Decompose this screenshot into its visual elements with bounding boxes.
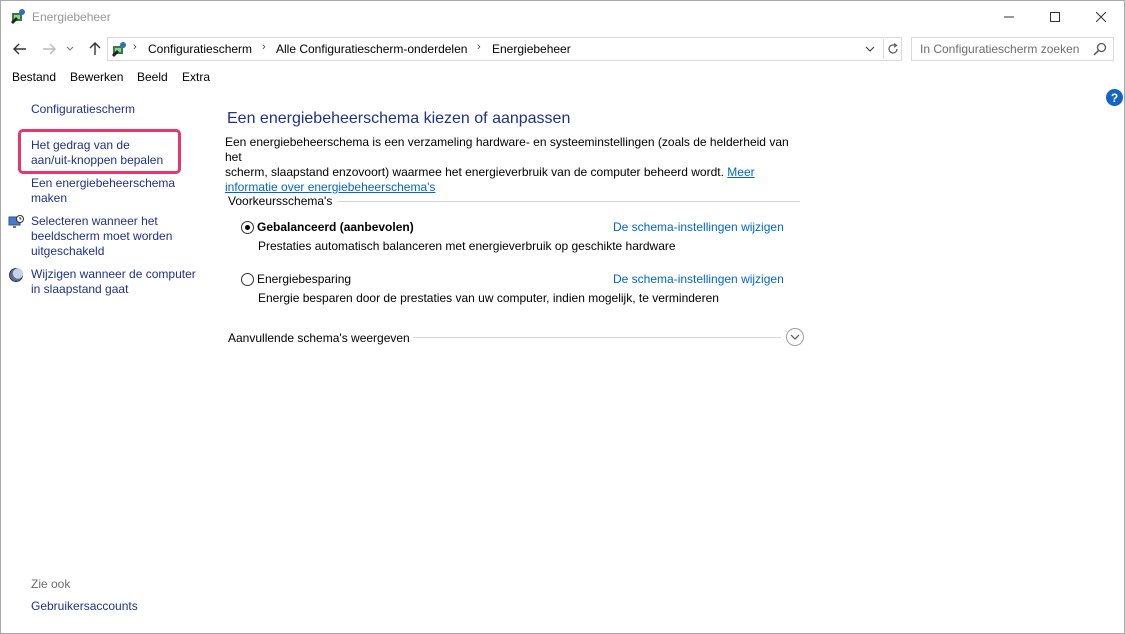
breadcrumb-item[interactable]: Alle Configuratiescherm-onderdelen	[276, 42, 468, 56]
up-button[interactable]	[85, 39, 105, 59]
menu-bar	[1, 67, 1124, 87]
close-icon	[1096, 12, 1106, 22]
link-line: Een energiebeheerschema	[31, 176, 176, 190]
breadcrumb-chevron-icon: ›	[477, 41, 481, 53]
arrow-right-icon	[42, 43, 56, 55]
arrow-left-icon	[13, 43, 27, 55]
window-title: Energiebeheer	[32, 10, 111, 24]
balanced-plan-description: Prestaties automatisch balanceren met energieverbruik op geschikte hardware	[258, 239, 676, 253]
see-also-heading: Zie ook	[31, 577, 71, 591]
chevron-down-icon	[865, 46, 875, 52]
search-placeholder: In Configuratiescherm zoeken	[920, 42, 1080, 56]
back-button[interactable]	[10, 39, 30, 59]
breadcrumb-chevron-icon: ›	[262, 41, 266, 53]
chevron-down-icon	[66, 46, 74, 52]
additional-plans-divider	[413, 337, 781, 338]
power-saver-plan-name[interactable]: Energiebesparing	[257, 272, 352, 286]
control-panel-home-link[interactable]: Configuratiescherm	[31, 102, 136, 116]
address-dropdown-button[interactable]	[862, 40, 878, 58]
page-description	[225, 135, 805, 195]
display-off-link[interactable]	[31, 214, 203, 259]
maximize-button[interactable]	[1032, 1, 1078, 32]
create-plan-link[interactable]	[31, 176, 203, 206]
menu-tools[interactable]: Extra	[182, 70, 211, 84]
power-buttons-link[interactable]	[31, 138, 203, 168]
description-text: scherm, slaapstand enzovoort) waarmee het energieverbruik van de computer beheerd wordt.	[225, 165, 724, 179]
menu-view[interactable]: Beeld	[137, 70, 168, 84]
menu-edit[interactable]: Bewerken	[70, 70, 124, 84]
power-saver-radio[interactable]	[241, 273, 254, 286]
more-info-link[interactable]: Meer	[727, 165, 755, 179]
search-input[interactable]	[911, 37, 1114, 61]
title-bar	[1, 1, 1124, 33]
breadcrumb-item[interactable]: Energiebeheer	[492, 42, 571, 56]
refresh-button[interactable]	[883, 39, 902, 59]
forward-button[interactable]	[39, 39, 59, 59]
search-icon[interactable]	[1092, 41, 1108, 57]
description-text: Een energiebeheerschema is een verzameling hardware- en systeeminstellingen (zoals de helderheid van het	[225, 135, 789, 164]
help-button[interactable]	[1106, 89, 1123, 106]
menu-file[interactable]: Bestand	[12, 70, 57, 84]
balanced-change-settings-link[interactable]: De schema-instellingen wijzigen	[613, 220, 784, 234]
maximize-icon	[1050, 12, 1060, 22]
close-button[interactable]	[1078, 1, 1124, 32]
help-icon: ?	[1110, 90, 1119, 105]
balanced-plan-name[interactable]: Gebalanceerd (aanbevolen)	[257, 220, 414, 234]
power-saver-plan-description: Energie besparen door de prestaties van uw computer, indien mogelijk, te verminderen	[258, 291, 719, 305]
link-line: beeldscherm moet worden	[31, 229, 173, 243]
power-options-icon	[10, 8, 26, 24]
link-line: in slaapstand gaat	[31, 282, 129, 296]
monitor-clock-icon	[8, 214, 24, 230]
refresh-icon	[887, 43, 899, 55]
sleep-link[interactable]	[31, 267, 203, 297]
control-panel-icon	[111, 41, 127, 57]
balanced-radio[interactable]	[241, 221, 254, 234]
chevron-down-icon	[790, 334, 800, 340]
power-saver-change-settings-link[interactable]: De schema-instellingen wijzigen	[613, 272, 784, 286]
preferred-plans-heading: Voorkeursschema's	[228, 194, 337, 208]
link-line: Selecteren wanneer het	[31, 214, 158, 228]
page-title: Een energiebeheerschema kiezen of aanpassen	[227, 110, 571, 127]
minimize-button[interactable]	[986, 1, 1032, 32]
minimize-icon	[1004, 12, 1014, 22]
expand-button[interactable]	[786, 328, 804, 346]
arrow-up-icon	[89, 42, 101, 56]
user-accounts-link[interactable]: Gebruikersaccounts	[31, 599, 138, 613]
link-line: maken	[31, 191, 68, 205]
recent-locations-button[interactable]	[64, 39, 76, 59]
link-line: Het gedrag van de	[31, 138, 130, 152]
address-bar[interactable]	[107, 37, 902, 61]
breadcrumb-chevron-icon: ›	[133, 41, 137, 53]
link-line: uitgeschakeld	[31, 244, 105, 258]
more-info-link-cont[interactable]: informatie over energiebeheerschema's	[225, 180, 436, 194]
breadcrumb-item[interactable]: Configuratiescherm	[148, 42, 253, 56]
link-line: Wijzigen wanneer de computer	[31, 267, 196, 281]
moon-icon	[8, 267, 24, 283]
link-line: aan/uit-knoppen bepalen	[31, 153, 164, 167]
show-additional-plans-label[interactable]: Aanvullende schema's weergeven	[228, 331, 410, 345]
radio-selected-dot	[245, 225, 250, 230]
